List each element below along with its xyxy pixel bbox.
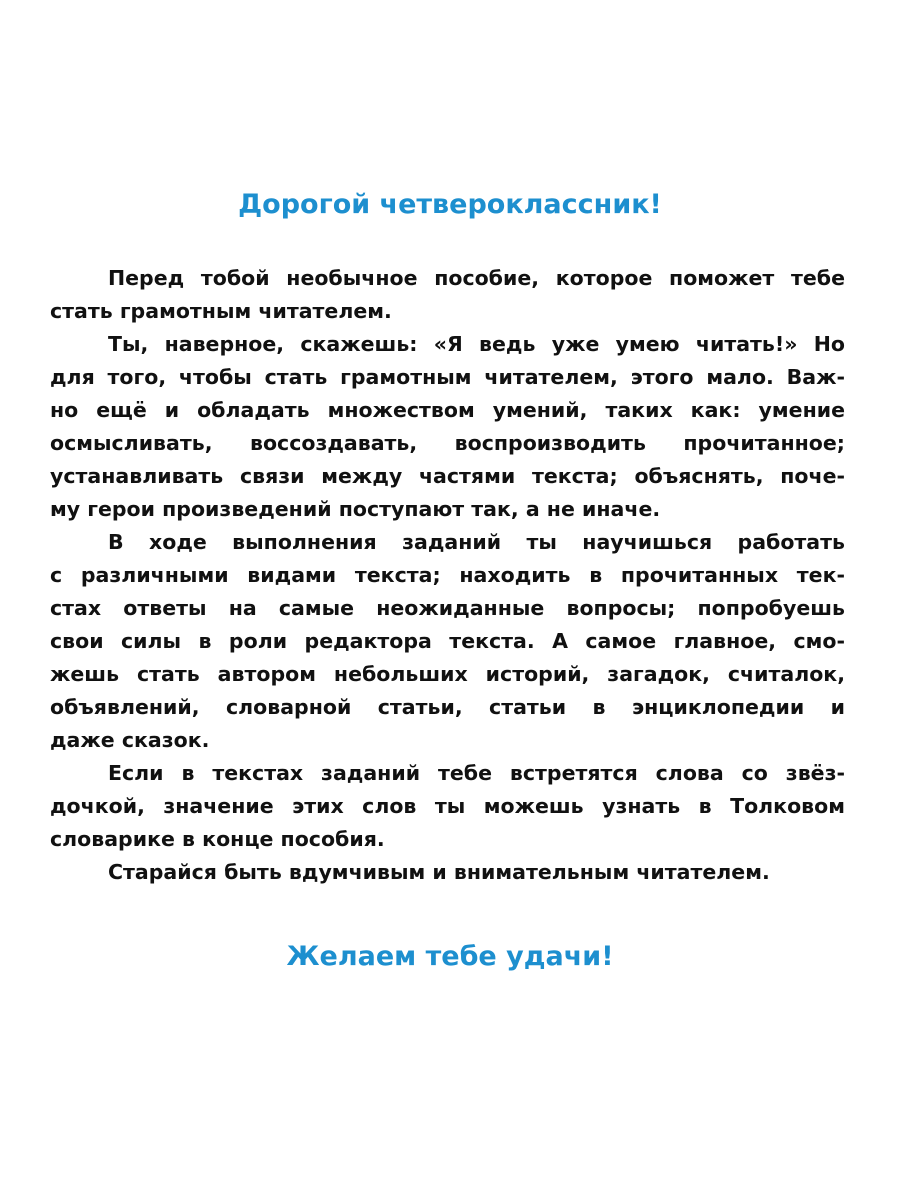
paragraph (50, 328, 845, 526)
text-line: стать грамотным читателем. (50, 299, 392, 323)
paragraph (50, 526, 845, 757)
text-line: Если в текстах заданий тебе встретятся слова со звёз- (108, 761, 845, 785)
text-line: Перед тобой необычное пособие, которое поможет тебе (108, 266, 845, 290)
text-line: даже сказок. (50, 728, 210, 752)
text-line: объявлений, словарной статьи, статьи в энциклопедии и (50, 695, 845, 719)
paragraph (50, 856, 845, 889)
text-line: му герои произведений поступают так, а не иначе. (50, 497, 661, 521)
text-line: словарике в конце пособия. (50, 827, 385, 851)
text-line: В ходе выполнения заданий ты научишься работать (108, 530, 845, 554)
text-line: но ещё и обладать множеством умений, таких как: умение (50, 398, 845, 422)
text-line: для того, чтобы стать грамотным читателем, этого мало. Важ- (50, 365, 845, 389)
text-line: дочкой, значение этих слов ты можешь узнать в Толковом (50, 794, 845, 818)
paragraph (50, 262, 845, 328)
text-line: стах ответы на самые неожиданные вопросы; попробуешь (50, 596, 845, 620)
text-line: осмысливать, воссоздавать, воспроизводить прочитанное; (50, 431, 845, 455)
paragraph (50, 757, 845, 856)
text-line: устанавливать связи между частями текста; объяснять, поче- (50, 464, 845, 488)
text-line: с различными видами текста; находить в прочитанных тек- (50, 563, 845, 587)
text-line: свои силы в роли редактора текста. А самое главное, смо- (50, 629, 845, 653)
text-line: жешь стать автором небольших историй, загадок, считалок, (50, 662, 845, 686)
text-line: Старайся быть вдумчивым и внимательным читателем. (108, 860, 770, 884)
text-line: Ты, наверное, скажешь: «Я ведь уже умею читать!» Но (108, 332, 845, 356)
closing-heading: Желаем тебе удачи! (286, 941, 614, 972)
letter-body (50, 262, 845, 889)
greeting-heading: Дорогой четвероклассник! (238, 189, 662, 220)
